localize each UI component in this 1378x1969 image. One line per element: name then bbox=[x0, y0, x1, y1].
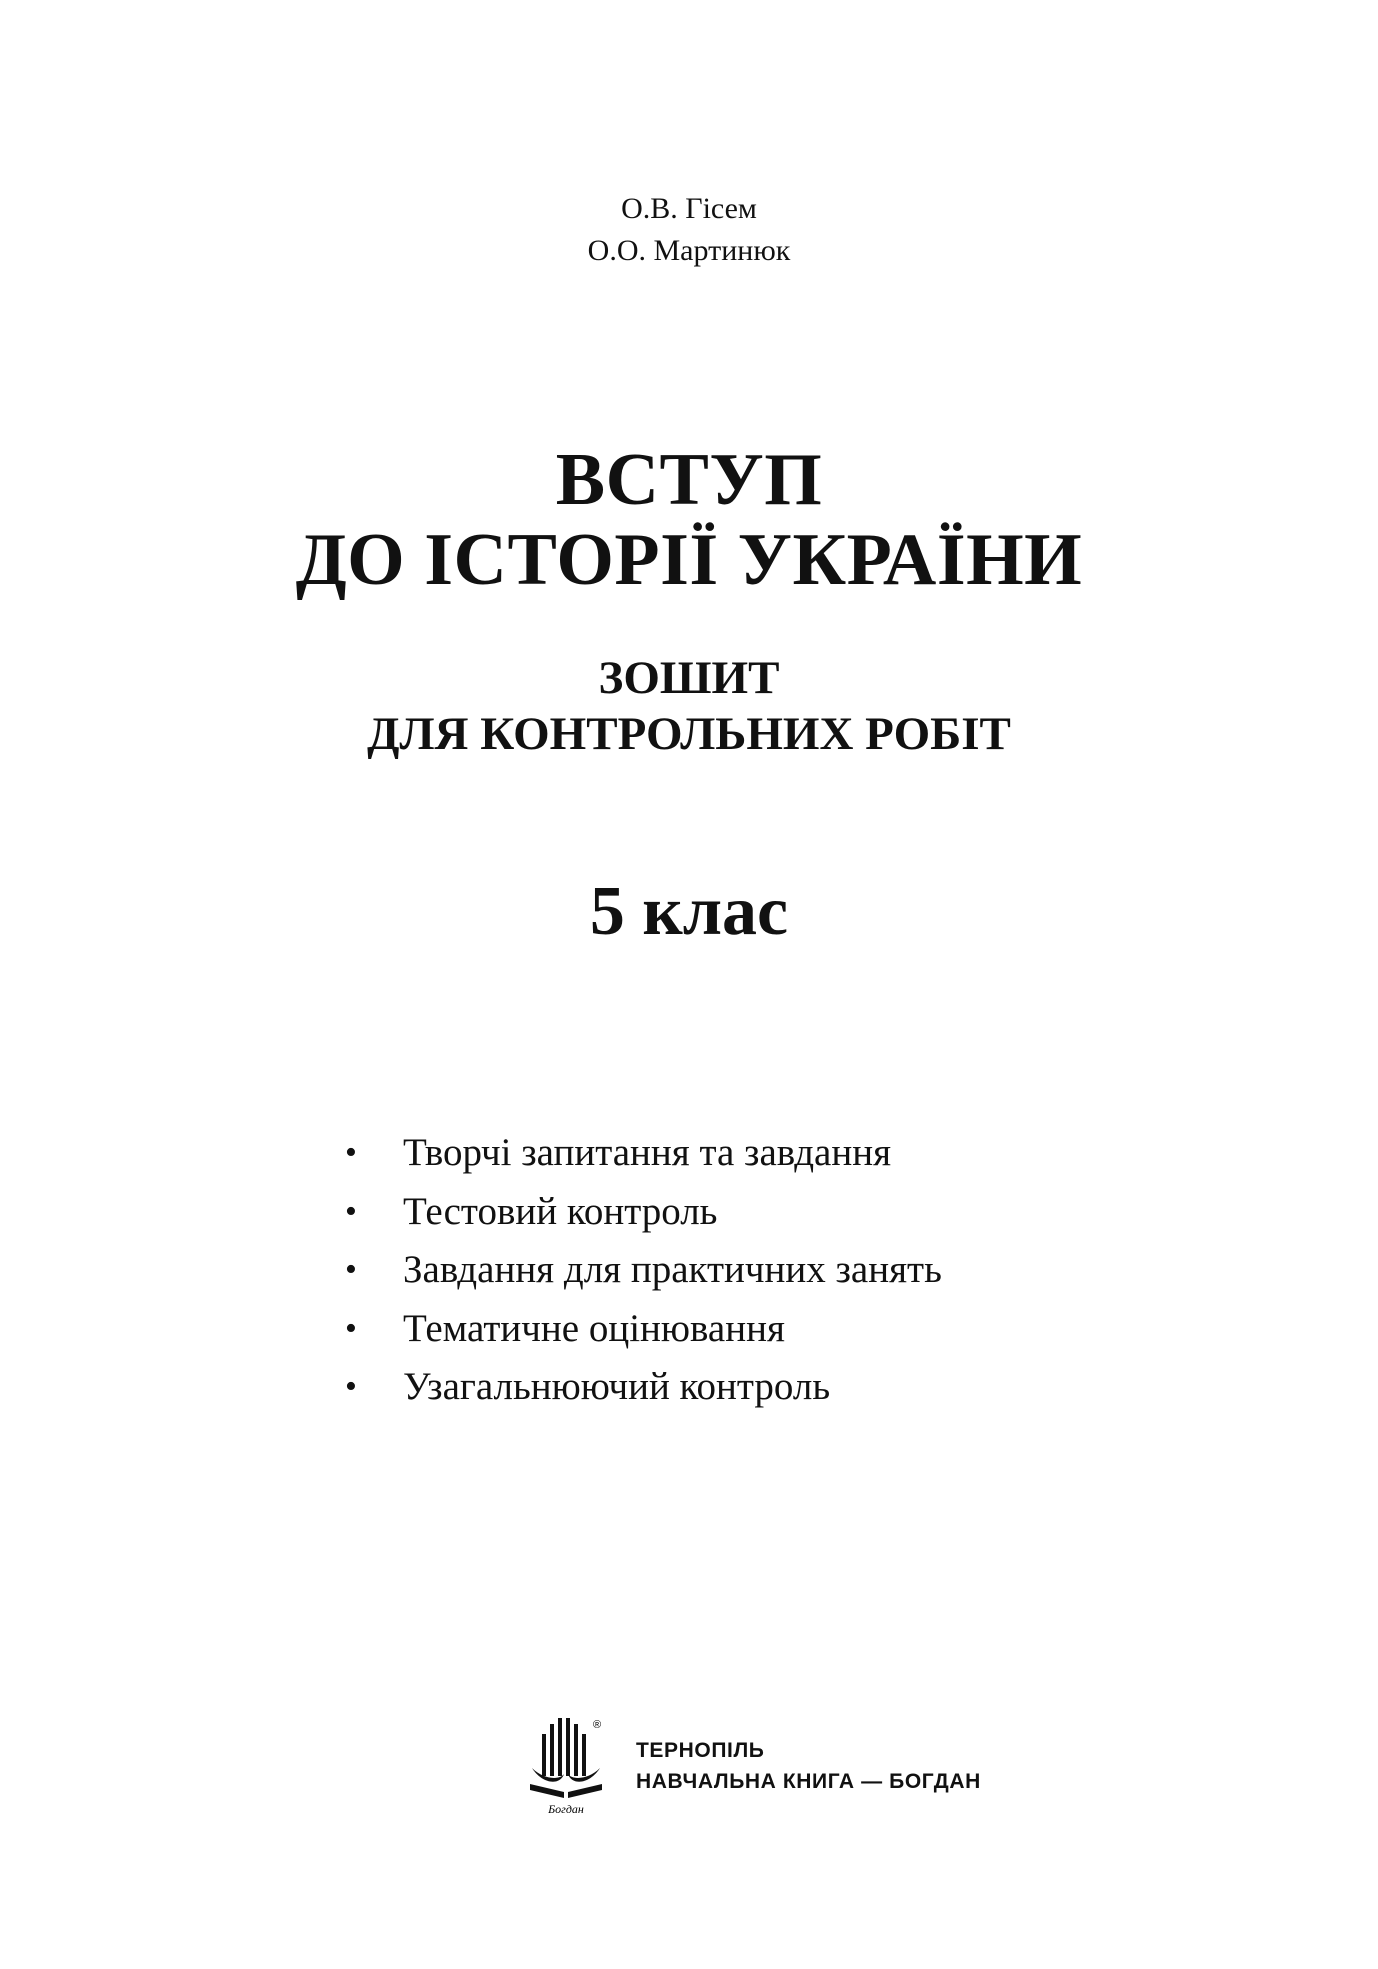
bullet-icon: • bbox=[345, 1192, 357, 1230]
feature-text: Тематичне оцінювання bbox=[403, 1306, 785, 1350]
bullet-icon: • bbox=[345, 1368, 357, 1405]
subtitle-line-2: ДЛЯ КОНТРОЛЬНИХ РОБІТ bbox=[367, 708, 1011, 760]
title-line-2: ДО ІСТОРІЇ УКРАЇНИ bbox=[295, 519, 1083, 601]
book-plant-logo-icon bbox=[520, 1714, 614, 1818]
feature-item bbox=[345, 1300, 942, 1359]
publisher-text bbox=[636, 1735, 981, 1797]
book-title bbox=[0, 440, 1378, 600]
subtitle-line-1: ЗОШИТ bbox=[598, 652, 780, 704]
author-1: О.В. Гісем bbox=[621, 192, 757, 225]
feature-item bbox=[345, 1183, 942, 1242]
registered-mark: ® bbox=[593, 1719, 602, 1731]
feature-text: Узагальнюючий контроль bbox=[403, 1365, 831, 1408]
feature-item bbox=[345, 1124, 942, 1183]
publisher-name: НАВЧАЛЬНА КНИГА — БОГДАН bbox=[636, 1770, 981, 1793]
grade-label: 5 клас bbox=[589, 873, 789, 950]
feature-text: Творчі запитання та завдання bbox=[403, 1131, 892, 1174]
bullet-icon: • bbox=[345, 1134, 357, 1171]
bullet-icon: • bbox=[345, 1251, 357, 1288]
feature-text: Тестовий контроль bbox=[403, 1189, 718, 1233]
title-line-1: ВСТУП bbox=[555, 439, 823, 521]
author-2: О.О. Мартинюк bbox=[587, 234, 791, 267]
bullet-icon: • bbox=[345, 1309, 357, 1347]
features-list bbox=[345, 1124, 942, 1417]
publisher-city: ТЕРНОПІЛЬ bbox=[636, 1739, 765, 1762]
feature-item bbox=[345, 1358, 942, 1417]
logo-caption: Богдан bbox=[548, 1802, 584, 1816]
authors-block bbox=[0, 188, 1378, 272]
book-subtitle bbox=[0, 650, 1378, 762]
feature-item bbox=[345, 1241, 942, 1300]
feature-text: Завдання для практичних занять bbox=[403, 1248, 942, 1291]
publisher-block bbox=[520, 1712, 981, 1820]
